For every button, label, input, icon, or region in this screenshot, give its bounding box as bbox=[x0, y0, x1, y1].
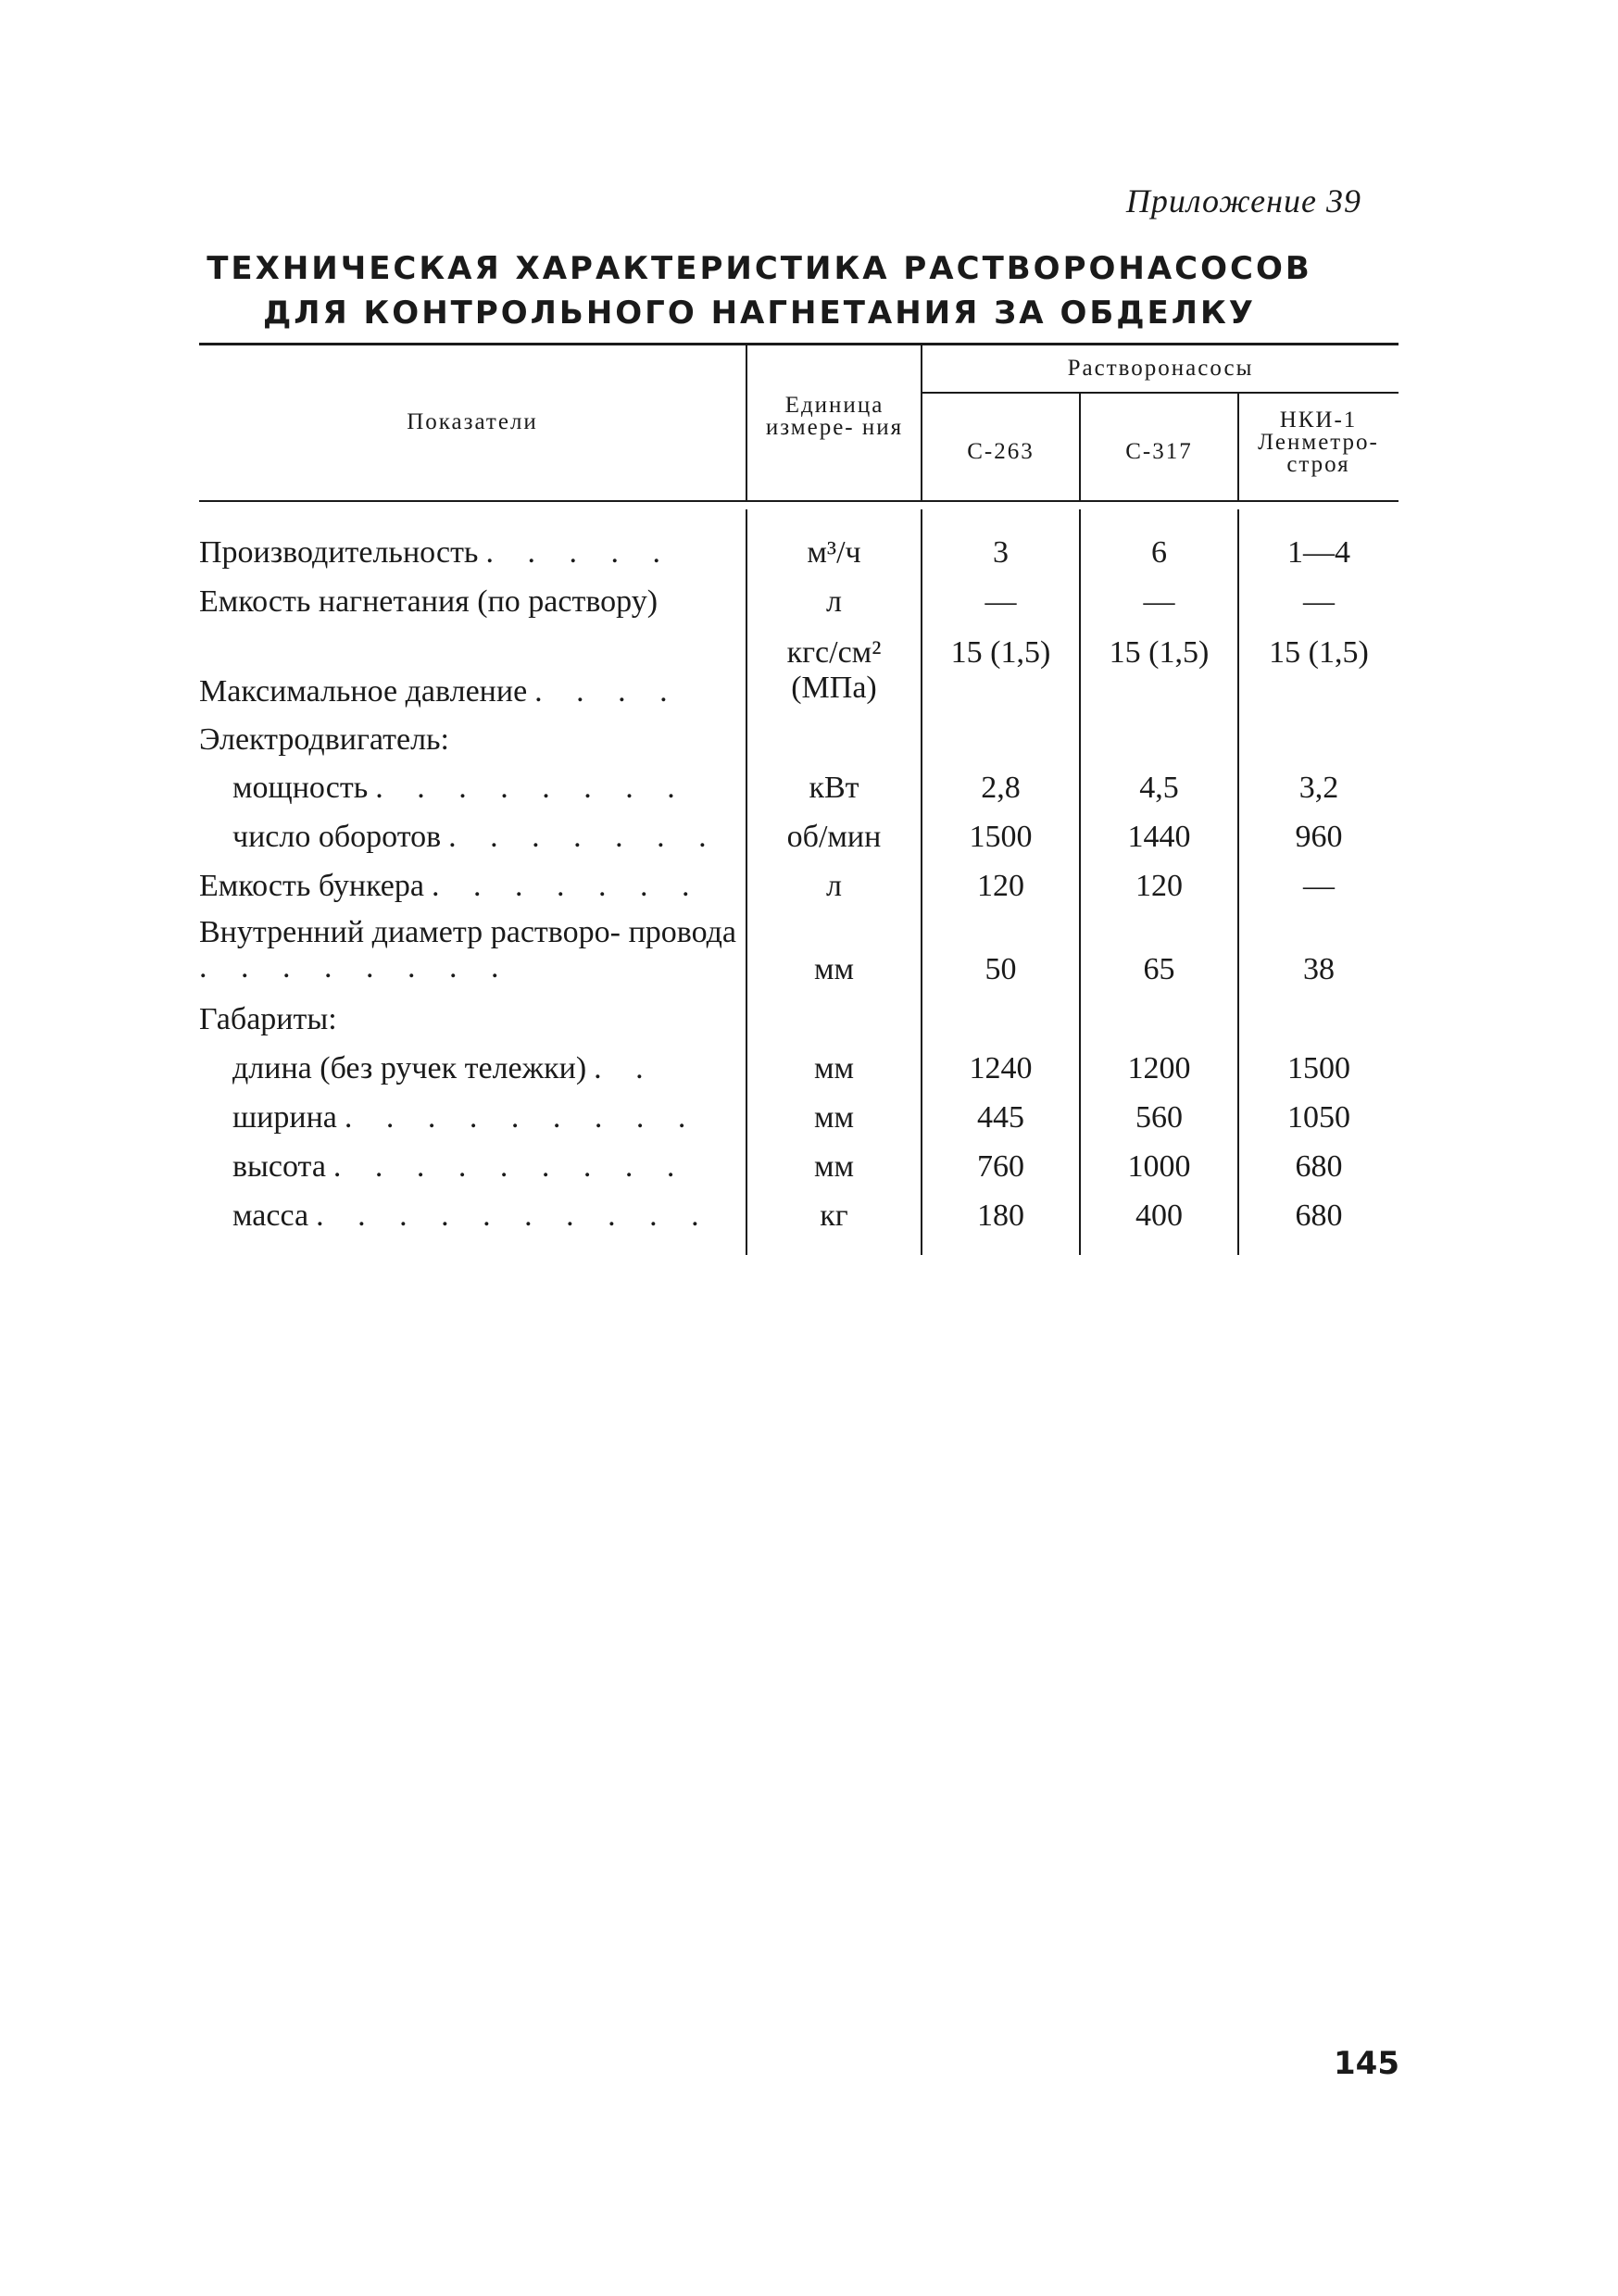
table-top-rule bbox=[199, 343, 1399, 345]
row-value: 1050 bbox=[1287, 1100, 1350, 1135]
row-value: 680 bbox=[1295, 1149, 1343, 1184]
row-value: 15 (1,5) bbox=[950, 635, 1051, 670]
row-value: 38 bbox=[1303, 952, 1335, 986]
row-value: 2,8 bbox=[981, 771, 1021, 805]
header-unit: Единица измере- ния bbox=[765, 393, 904, 440]
header-pump-c263: С-263 bbox=[967, 439, 1035, 464]
row-value: 120 bbox=[977, 869, 1024, 903]
row-value: 1240 bbox=[969, 1051, 1033, 1085]
row-value: 3 bbox=[993, 535, 1009, 570]
row-value: 4,5 bbox=[1139, 771, 1179, 805]
row-value: 120 bbox=[1135, 869, 1183, 903]
row-value: 400 bbox=[1135, 1198, 1183, 1233]
row-label: ширина . . . . . . . . . bbox=[232, 1100, 699, 1135]
row-value: 15 (1,5) bbox=[1269, 635, 1369, 670]
header-divider bbox=[746, 345, 747, 500]
header-pump-nki1: НКИ-1 Ленметро- строя bbox=[1258, 408, 1379, 477]
row-value: 65 bbox=[1143, 952, 1175, 986]
row-value: 960 bbox=[1295, 820, 1343, 854]
header-divider bbox=[1237, 394, 1239, 500]
row-unit: л bbox=[826, 584, 842, 619]
row-label: число оборотов . . . . . . . bbox=[232, 820, 720, 854]
row-value: — bbox=[1303, 584, 1335, 619]
row-unit: м³/ч bbox=[807, 535, 861, 570]
row-value: 3,2 bbox=[1298, 771, 1339, 805]
header-pump-c317: С-317 bbox=[1125, 439, 1193, 464]
row-value: 1500 bbox=[969, 820, 1033, 854]
row-value: 1200 bbox=[1127, 1051, 1191, 1085]
row-value: 560 bbox=[1135, 1100, 1183, 1135]
row-label: Емкость нагнетания (по раствору) bbox=[199, 584, 658, 619]
row-unit: мм bbox=[813, 952, 855, 986]
row-value: 760 bbox=[977, 1149, 1024, 1184]
row-group-label: Габариты: bbox=[199, 1002, 337, 1036]
row-unit: кгс/см² (МПа) bbox=[786, 635, 882, 705]
row-label: длина (без ручек тележки) . . bbox=[232, 1051, 657, 1085]
row-unit: об/мин bbox=[786, 820, 882, 854]
row-value: 6 bbox=[1151, 535, 1167, 570]
row-value: 445 bbox=[977, 1100, 1024, 1135]
table-title-line-2: ДЛЯ КОНТРОЛЬНОГО НАГНЕТАНИЯ ЗА ОБДЕЛКУ bbox=[262, 295, 1257, 332]
row-value: 1—4 bbox=[1287, 535, 1350, 570]
row-value: 15 (1,5) bbox=[1109, 635, 1210, 670]
row-label: Максимальное давление . . . . bbox=[199, 674, 681, 709]
row-unit: мм bbox=[813, 1149, 855, 1184]
row-group-label: Электродвигатель: bbox=[199, 722, 449, 757]
row-value: 1500 bbox=[1287, 1051, 1350, 1085]
row-unit: мм bbox=[813, 1051, 855, 1085]
row-label: масса . . . . . . . . . . bbox=[232, 1198, 712, 1233]
header-pumps-group: Растворонасосы bbox=[1067, 356, 1254, 381]
row-value: — bbox=[1143, 584, 1175, 619]
row-value: 50 bbox=[985, 952, 1017, 986]
row-label: мощность . . . . . . . . bbox=[232, 771, 688, 805]
row-value: 1000 bbox=[1127, 1149, 1191, 1184]
header-indicator: Показатели bbox=[407, 409, 538, 434]
group-header-rule bbox=[921, 392, 1399, 394]
row-value: 180 bbox=[977, 1198, 1024, 1233]
row-label: Производительность . . . . . bbox=[199, 535, 673, 570]
appendix-label: Приложение 39 bbox=[1125, 182, 1361, 220]
row-label: Емкость бункера . . . . . . . bbox=[199, 869, 703, 903]
row-label: высота . . . . . . . . . bbox=[232, 1149, 688, 1184]
row-value: 680 bbox=[1295, 1198, 1343, 1233]
row-value: — bbox=[1303, 869, 1335, 903]
row-unit: мм bbox=[813, 1100, 855, 1135]
pump-specs-table bbox=[199, 343, 1399, 1255]
row-unit: кВт bbox=[809, 771, 859, 805]
row-unit: л bbox=[826, 869, 842, 903]
header-bottom-rule bbox=[199, 500, 1399, 502]
row-value: — bbox=[985, 584, 1017, 619]
row-value: 1440 bbox=[1127, 820, 1191, 854]
table-title-line-1: ТЕХНИЧЕСКАЯ ХАРАКТЕРИСТИКА РАСТВОРОНАСОСОВ bbox=[207, 250, 1312, 287]
row-unit: кг bbox=[820, 1198, 848, 1233]
row-label-multiline: Внутренний диаметр растворо- провода . . . . . . . . bbox=[199, 915, 736, 985]
page-number: 145 bbox=[1334, 2045, 1399, 2082]
